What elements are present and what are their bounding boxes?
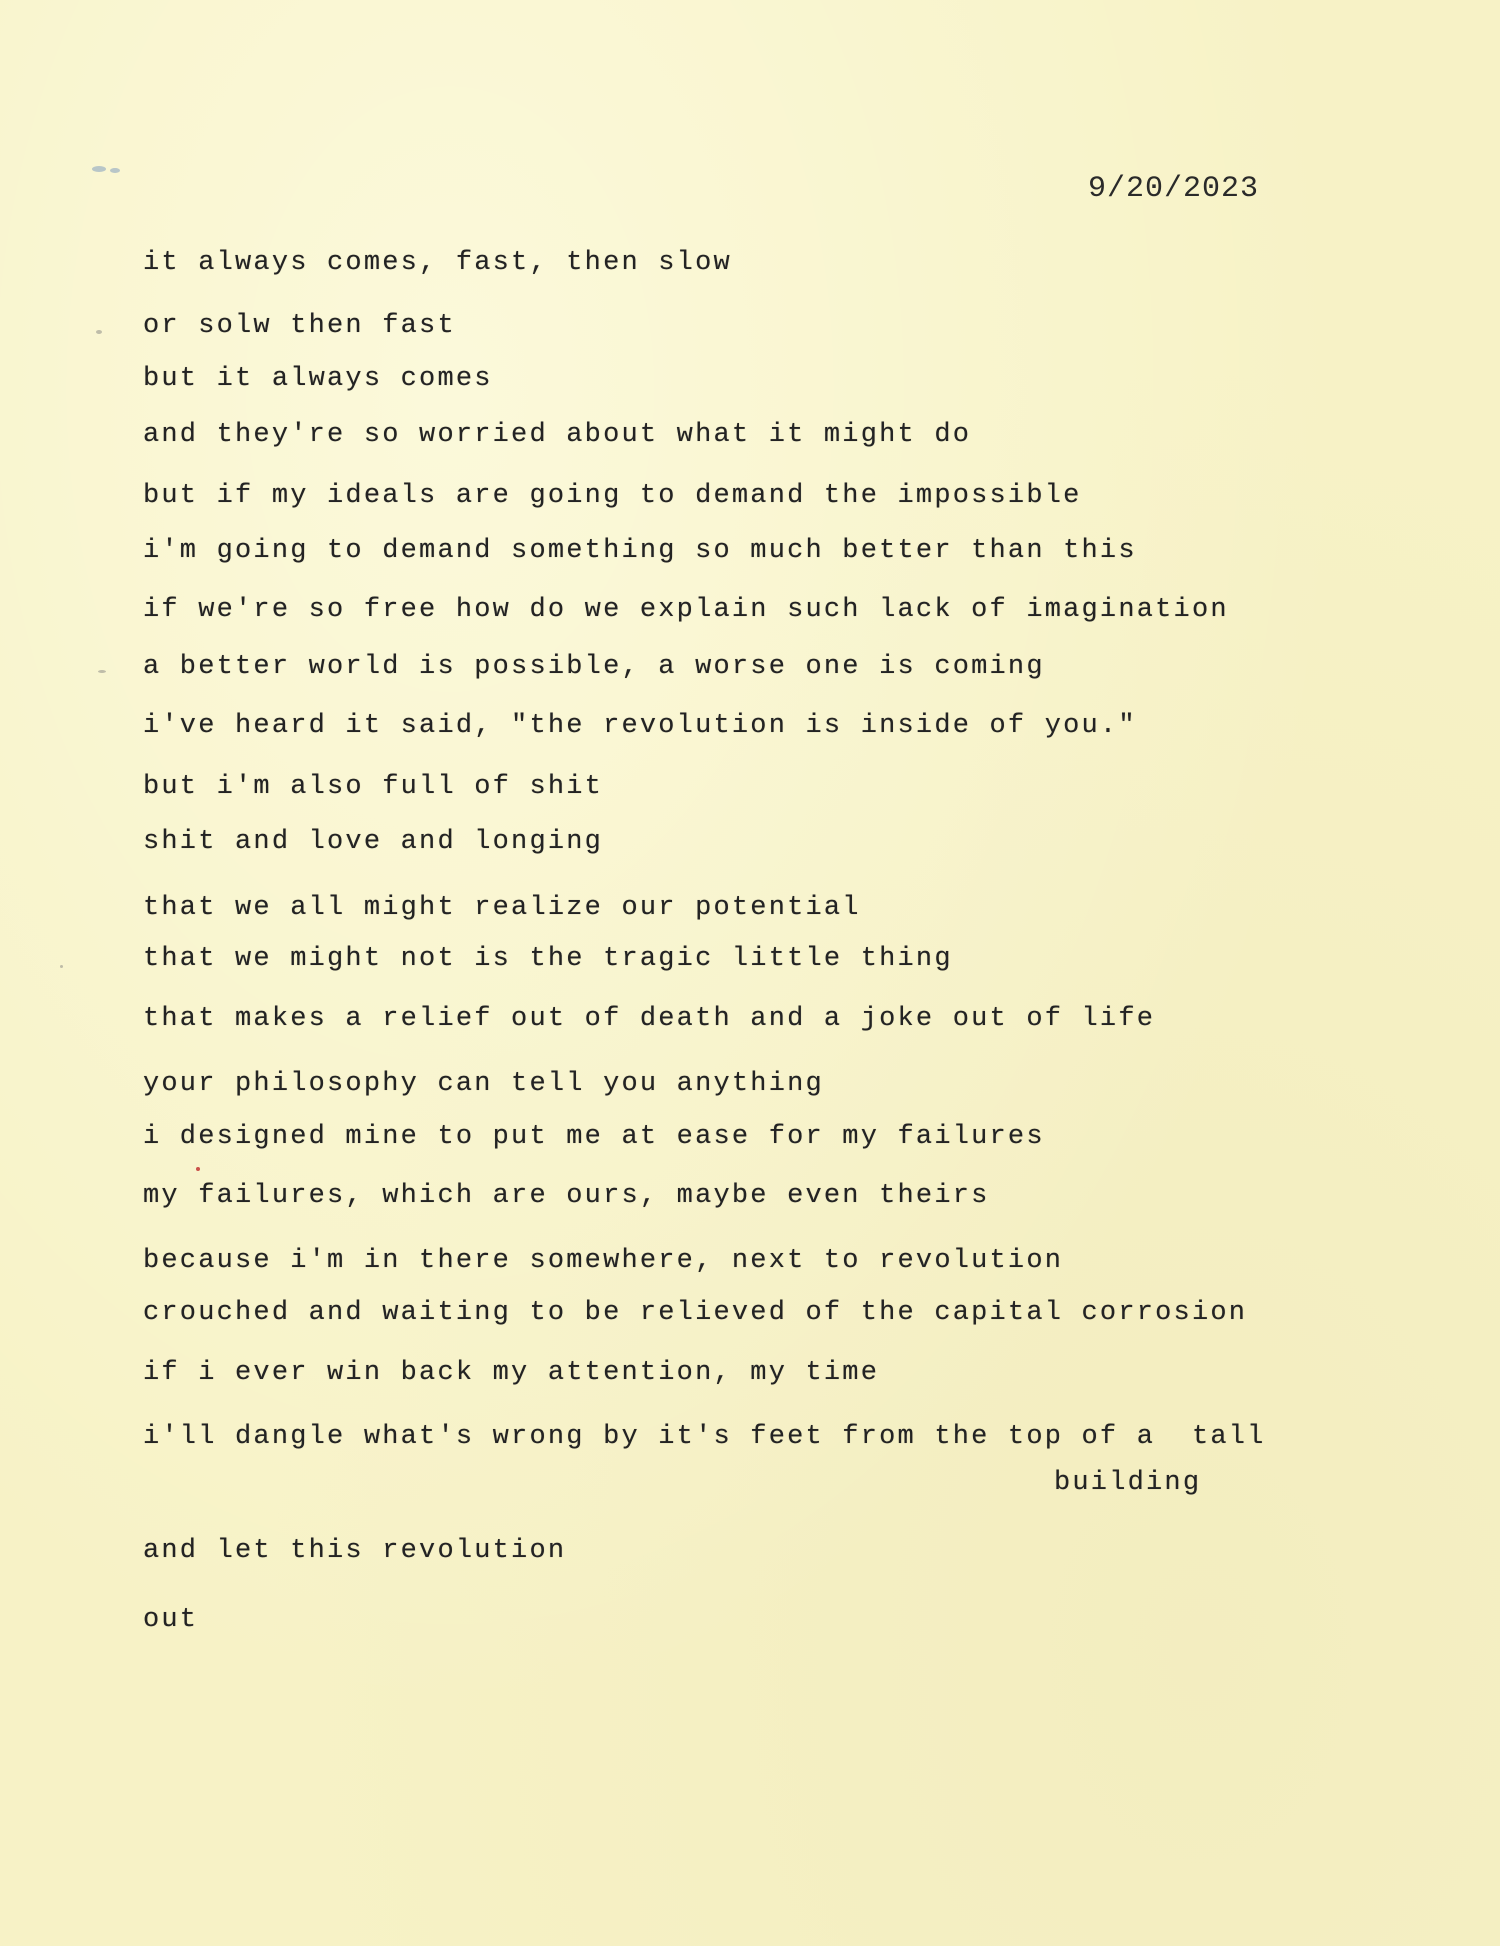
poem-line: that we might not is the tragic little thing xyxy=(143,944,953,974)
poem-line: that makes a relief out of death and a joke out of life xyxy=(143,1004,1156,1034)
poem-line: a better world is possible, a worse one is coming xyxy=(143,652,1045,682)
poem-line: i'll dangle what's wrong by it's feet from the top of a tall xyxy=(143,1422,1266,1452)
ink-speck xyxy=(196,1167,200,1171)
poem-line: out xyxy=(143,1605,199,1635)
poem-line: if we're so free how do we explain such lack of imagination xyxy=(143,595,1229,625)
poem-line: shit and love and longing xyxy=(143,827,604,857)
poem-line: but if my ideals are going to demand the impossible xyxy=(143,481,1082,511)
poem-line: i designed mine to put me at ease for my failures xyxy=(143,1122,1045,1152)
poem-line: if i ever win back my attention, my time xyxy=(143,1358,880,1388)
poem-line: or solw then fast xyxy=(143,311,456,341)
poem-line: i've heard it said, "the revolution is inside of you." xyxy=(143,711,1137,741)
ink-speck xyxy=(60,965,63,968)
ink-speck xyxy=(96,330,102,334)
ink-speck xyxy=(98,670,106,673)
poem-line: my failures, which are ours, maybe even theirs xyxy=(143,1181,990,1211)
poem-line: but it always comes xyxy=(143,364,493,394)
poem-line: crouched and waiting to be relieved of the capital corrosion xyxy=(143,1298,1248,1328)
poem-line: because i'm in there somewhere, next to revolution xyxy=(143,1246,1064,1276)
poem-line: and they're so worried about what it might do xyxy=(143,420,972,450)
poem-line: but i'm also full of shit xyxy=(143,772,604,802)
poem-line: and let this revolution xyxy=(143,1536,567,1566)
poem-line: that we all might realize our potential xyxy=(143,893,861,923)
ink-speck xyxy=(110,168,120,173)
poem-line: it always comes, fast, then slow xyxy=(143,248,732,278)
document-date: 9/20/2023 xyxy=(1088,172,1260,206)
poem-line-continuation: building xyxy=(1054,1468,1202,1498)
ink-speck xyxy=(92,166,106,172)
poem-line: your philosophy can tell you anything xyxy=(143,1069,824,1099)
poem-line: i'm going to demand something so much better than this xyxy=(143,536,1137,566)
